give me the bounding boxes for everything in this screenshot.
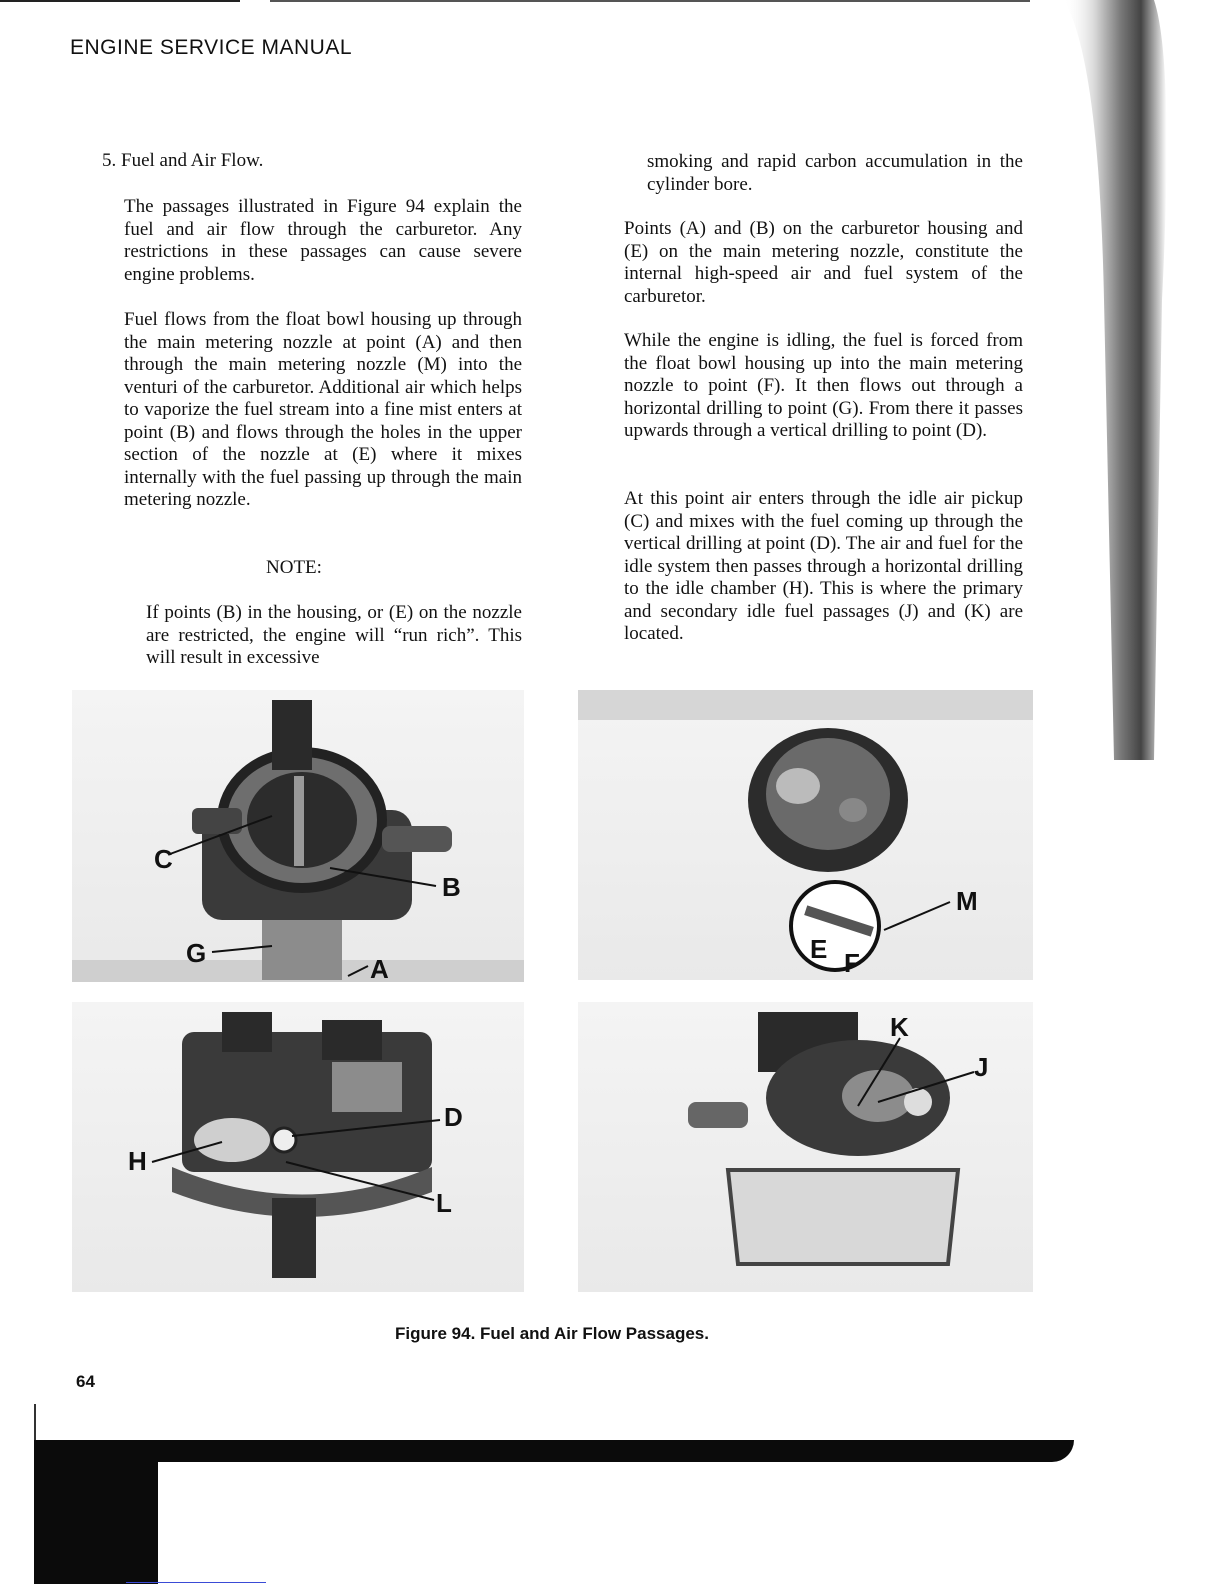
paragraph-fuel-flow: Fuel flows from the float bowl housing up through the main metering nozzle at point (A) and then through the main metering nozzle (M) into the venturi of the carburetor. Additional air which helps to vaporize the fuel stream into a fine mist enters at point (B) and flows through the holes in the upper section of the nozzle at (E) where it mixes internally with the fuel passing up through the main metering nozzle. — [124, 309, 522, 510]
paragraph-idle-air: At this point air enters through the idle air pickup (C) and mixes with the fuel coming up through the vertical drilling at point (D). The air and fuel for the idle system then passes through a horizontal drilling to the idle chamber (H). This is where the primary and secondary idle fuel passages (J) and (K) are located. — [624, 488, 1023, 644]
top-rule-right — [270, 0, 1030, 2]
callout-label: H — [128, 1146, 147, 1176]
callout-label: M — [956, 886, 978, 916]
carburetor-side-illustration — [72, 1002, 524, 1292]
section-heading: 5. Fuel and Air Flow. — [102, 150, 264, 171]
callout-label: G — [186, 938, 207, 968]
float-bowl-illustration — [578, 690, 1033, 980]
paragraph-idle-fuel: While the engine is idling, the fuel is forced from the float bowl housing up into the main metering nozzle to point (F). It then flows out through a horizontal drilling to point (G). From there it passes upwards through a vertical drilling to point (D). — [624, 330, 1023, 441]
callout-label: C — [154, 844, 173, 874]
scan-blue-line — [126, 1582, 266, 1583]
figure-photo-4 — [578, 1002, 1033, 1292]
callout-label: B — [442, 872, 461, 902]
callout-label: E — [810, 934, 828, 964]
callout-label: J — [974, 1052, 989, 1082]
paragraph-high-speed: Points (A) and (B) on the carburetor housing and (E) on the main metering nozzle, constitute the internal high-speed air and fuel system of the carburetor. — [624, 218, 1023, 307]
callout-label: K — [890, 1012, 909, 1042]
figure-photo-1 — [72, 690, 524, 982]
figure-caption: Figure 94. Fuel and Air Flow Passages. — [395, 1324, 709, 1343]
figure-photo-3 — [72, 1002, 524, 1292]
note-text: If points (B) in the housing, or (E) on the nozzle are restricted, the engine will “run rich”. This will result in excessive — [146, 602, 522, 668]
top-rule — [0, 0, 240, 2]
paragraph-intro: The passages illustrated in Figure 94 explain the fuel and air flow through the carburetor. Any restrictions in these passages can cause severe engine problems. — [124, 196, 522, 285]
scan-bottom-bar — [34, 1440, 1074, 1462]
page-header: ENGINE SERVICE MANUAL — [70, 36, 353, 59]
page-edge-shadow — [1044, 0, 1224, 1000]
carburetor-top-illustration — [72, 690, 524, 982]
note-text-continued: smoking and rapid carbon accumulation in the cylinder bore. — [647, 151, 1023, 195]
idle-passages-illustration — [578, 1002, 1033, 1292]
callout-label: L — [436, 1188, 452, 1218]
scan-bottom-block — [34, 1462, 158, 1584]
note-label: NOTE: — [266, 557, 322, 578]
figure-photo-2 — [578, 690, 1033, 980]
scan-edge-line — [34, 1404, 36, 1444]
page-number: 64 — [76, 1372, 95, 1391]
callout-label: D — [444, 1102, 463, 1132]
callout-label: A — [370, 954, 389, 982]
callout-label: F — [844, 948, 860, 978]
